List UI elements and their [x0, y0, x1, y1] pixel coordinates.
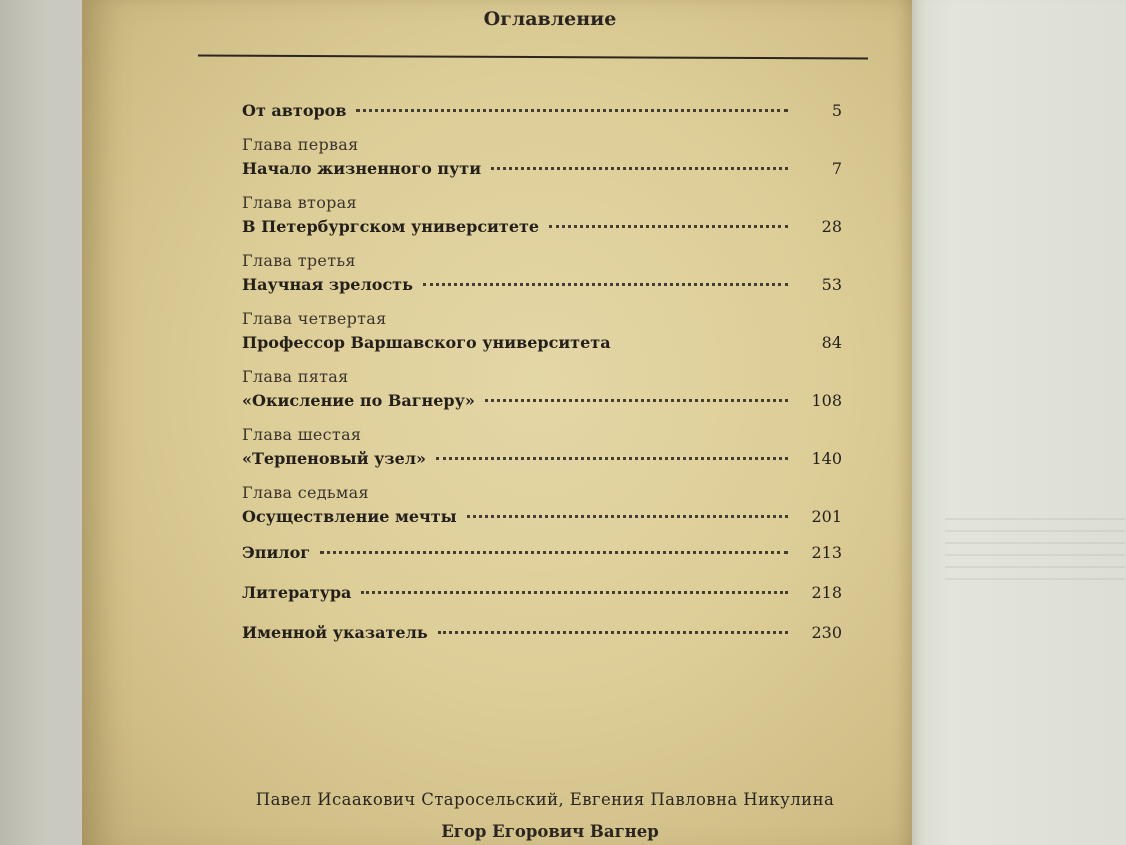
toc-entry-page: 213: [811, 543, 842, 562]
chapter-label: Глава первая: [242, 135, 359, 154]
toc-entry-page: 108: [811, 391, 842, 410]
toc-entry-title: Начало жизненного пути: [242, 159, 482, 178]
toc-entry-chapter-1: [242, 134, 842, 182]
chapter-label: Глава седьмая: [242, 483, 369, 502]
chapter-label: Глава третья: [242, 251, 356, 270]
chapter-label: Глава шестая: [242, 425, 362, 444]
toc-entry-name-index: [242, 620, 842, 646]
chapter-label: Глава вторая: [242, 193, 357, 212]
toc-entry-title: Осуществление мечты: [242, 507, 457, 526]
toc-entry-chapter-3: [242, 250, 842, 298]
toc-entry-page: 53: [821, 275, 842, 294]
toc-entry-chapter-4: [242, 308, 842, 356]
toc-entry-title: «Терпеновый узел»: [242, 449, 427, 468]
toc-entry-title: В Петербургском университете: [242, 217, 540, 236]
toc-entry-title: Научная зрелость: [242, 275, 413, 294]
dot-leader: [436, 457, 788, 460]
dot-leader: [491, 167, 788, 170]
authors-line: Павел Исаакович Старосельский, Евгения Павловна Никулина: [255, 790, 835, 809]
toc-entry-title: Профессор Варшавского университета: [242, 333, 611, 352]
toc-entry-chapter-7: [242, 482, 842, 530]
toc-entry-page: 140: [811, 449, 842, 468]
toc-entry-page: 5: [831, 101, 842, 120]
toc-entry-title: Литература: [242, 583, 352, 602]
dot-leader: [621, 341, 788, 344]
toc-entry-epilogue: [242, 540, 842, 566]
toc-entry-title: «Окисление по Вагнеру»: [242, 391, 475, 410]
toc-entry-page: 7: [831, 159, 842, 178]
toc-entry-chapter-5: [242, 366, 842, 414]
toc-entry-title: Эпилог: [242, 543, 311, 562]
dot-leader: [423, 283, 788, 286]
author-third: Егор Егорович Вагнер: [441, 822, 659, 841]
toc-entry-literature: [242, 580, 842, 606]
toc-entry-chapter-2: [242, 192, 842, 240]
toc-entry-page: 201: [811, 507, 842, 526]
toc-entry-chapter-6: [242, 424, 842, 472]
chapter-label: Глава четвертая: [242, 309, 387, 328]
toc-entry-page: 28: [821, 217, 842, 236]
dot-leader: [356, 109, 788, 112]
toc-entry-page: 218: [811, 583, 842, 602]
toc-entry-foreword: [242, 98, 842, 124]
dot-leader: [438, 631, 788, 634]
dot-leader: [320, 551, 788, 554]
table-of-contents: [242, 98, 842, 646]
toc-entry-page: 84: [821, 333, 842, 352]
toc-entry-page: 230: [811, 623, 842, 642]
dot-leader: [361, 591, 788, 594]
page-title: Оглавление: [483, 8, 617, 30]
dot-leader: [549, 225, 788, 228]
toc-entry-title: От авторов: [242, 101, 347, 120]
chapter-label: Глава пятая: [242, 367, 349, 386]
dot-leader: [467, 515, 788, 518]
dot-leader: [485, 399, 788, 402]
toc-entry-title: Именной указатель: [242, 623, 428, 642]
adjacent-page: [905, 0, 1126, 845]
